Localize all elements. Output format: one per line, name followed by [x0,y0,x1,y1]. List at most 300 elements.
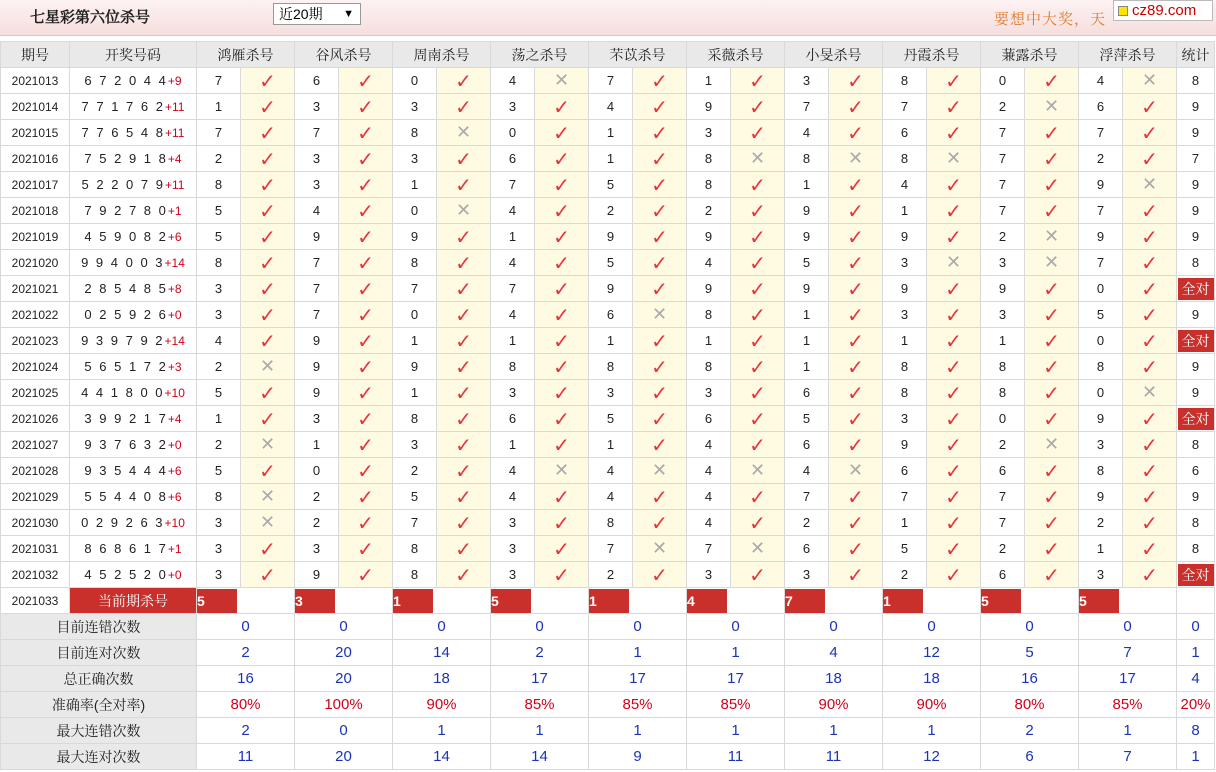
result-cell [731,406,785,432]
issue-cell: 2021032 [1,562,70,588]
pick-number: 9 [1079,484,1123,510]
result-cell [1123,68,1177,94]
pick-number: 9 [1079,172,1123,198]
summary-value: 18 [785,666,883,692]
result-cell [633,224,687,250]
current-pick-cell [687,588,785,614]
pick-number: 1 [393,380,437,406]
check-icon: ✓ [749,380,766,405]
check-icon: ✓ [651,562,668,587]
result-cell [339,146,393,172]
pick-number: 1 [687,328,731,354]
pick-number: 7 [981,146,1025,172]
result-cell [535,354,589,380]
kill-number-table [0,41,1215,770]
summary-value: 0 [197,614,295,640]
pick-number: 7 [393,276,437,302]
summary-value: 0 [687,614,785,640]
table-row [1,224,1215,250]
check-icon: ✓ [1043,120,1060,145]
current-row [1,588,1215,614]
result-cell [437,146,491,172]
check-icon: ✓ [455,146,472,171]
draw-numbers: 9 9 4 0 0 3 [81,255,165,270]
header-expert: 浮萍杀号 [1079,42,1177,68]
table-row [1,146,1215,172]
check-icon: ✓ [945,68,962,93]
pick-number: 3 [197,536,241,562]
result-cell [437,250,491,276]
pick-number: 0 [295,458,339,484]
cross-icon: ✕ [1043,433,1060,455]
check-icon: ✓ [847,224,864,249]
issue-cell: 2021026 [1,406,70,432]
issue-cell: 2021018 [1,198,70,224]
result-cell [339,172,393,198]
current-pick-number: 7 [785,589,825,613]
cross-icon: ✕ [553,459,570,481]
result-cell [437,536,491,562]
draw-numbers: 7 7 1 7 6 2 [81,99,165,114]
pick-number: 6 [491,146,535,172]
pick-number: 3 [981,302,1025,328]
check-icon: ✓ [357,432,374,457]
pick-number: 7 [687,536,731,562]
pick-number: 2 [687,198,731,224]
check-icon: ✓ [749,328,766,353]
check-icon: ✓ [1043,172,1060,197]
check-icon: ✓ [651,484,668,509]
draw-sum: +1 [167,542,182,556]
summary-value: 85% [1079,692,1177,718]
check-icon: ✓ [357,458,374,483]
pick-number: 8 [687,354,731,380]
pick-number: 7 [981,120,1025,146]
issue-cell: 2021016 [1,146,70,172]
period-select[interactable] [273,3,361,25]
pick-number: 2 [883,562,927,588]
summary-row [1,744,1215,770]
result-cell [927,120,981,146]
check-icon: ✓ [1043,276,1060,301]
pick-number: 8 [687,172,731,198]
check-icon: ✓ [1043,146,1060,171]
stat-value: 8 [1191,255,1200,270]
pick-number: 7 [491,276,535,302]
cross-icon: ✕ [749,147,766,169]
stat-cell [1177,432,1215,458]
pick-number: 0 [1079,328,1123,354]
check-icon: ✓ [1043,380,1060,405]
pick-number: 1 [491,432,535,458]
result-cell [1123,250,1177,276]
current-kill-label: 当前期杀号 [70,588,197,614]
draw-cell [70,432,197,458]
check-icon: ✓ [1141,406,1158,431]
check-icon: ✓ [847,198,864,223]
pick-number: 4 [589,458,633,484]
draw-sum: +1 [167,204,182,218]
draw-cell [70,328,197,354]
check-icon: ✓ [357,328,374,353]
check-icon: ✓ [259,250,276,275]
draw-numbers: 0 2 9 2 6 3 [81,515,165,530]
summary-value: 0 [785,614,883,640]
check-icon: ✓ [651,510,668,535]
result-cell [437,406,491,432]
check-icon: ✓ [357,406,374,431]
cross-icon: ✕ [651,537,668,559]
check-icon: ✓ [651,276,668,301]
result-cell [437,172,491,198]
result-cell [829,510,883,536]
pick-number: 3 [295,146,339,172]
draw-numbers: 2 8 5 4 8 5 [84,281,168,296]
summary-row [1,666,1215,692]
cross-icon: ✕ [1141,381,1158,403]
pick-number: 8 [981,354,1025,380]
cross-icon: ✕ [945,251,962,273]
result-cell [633,484,687,510]
check-icon: ✓ [749,432,766,457]
check-icon: ✓ [259,302,276,327]
result-cell [731,484,785,510]
stat-cell [1177,250,1215,276]
current-pick-number: 3 [295,589,335,613]
pick-number: 4 [491,68,535,94]
result-cell [437,94,491,120]
header-expert: 丹霞杀号 [883,42,981,68]
summary-value: 1 [393,718,491,744]
check-icon: ✓ [455,224,472,249]
issue-cell: 2021021 [1,276,70,302]
pick-number: 3 [491,94,535,120]
result-cell [339,484,393,510]
current-pick-cell [589,588,687,614]
result-cell [927,380,981,406]
check-icon: ✓ [259,120,276,145]
current-pick-cell [295,588,393,614]
check-icon: ✓ [1141,276,1158,301]
pick-number: 1 [785,354,829,380]
result-cell [241,328,295,354]
result-cell [927,198,981,224]
site-badge[interactable] [1113,0,1213,21]
issue-cell: 2021030 [1,510,70,536]
draw-numbers: 6 7 2 0 4 4 [84,73,168,88]
pick-number: 8 [883,68,927,94]
result-cell [1025,432,1079,458]
result-cell [339,354,393,380]
result-cell [535,536,589,562]
check-icon: ✓ [651,328,668,353]
check-icon: ✓ [651,250,668,275]
cross-icon: ✕ [847,459,864,481]
pick-number: 3 [687,120,731,146]
summary-stat: 4 [1177,666,1215,692]
current-pick-number: 5 [1079,589,1119,613]
result-cell [829,120,883,146]
check-icon: ✓ [357,302,374,327]
result-cell [633,458,687,484]
stat-cell [1177,380,1215,406]
result-cell [731,68,785,94]
summary-value: 14 [491,744,589,770]
result-cell [437,328,491,354]
check-icon: ✓ [847,94,864,119]
pick-number: 3 [295,94,339,120]
pick-number: 8 [883,146,927,172]
result-cell [731,146,785,172]
summary-value: 2 [491,640,589,666]
result-cell [829,302,883,328]
table-row [1,354,1215,380]
result-cell [829,198,883,224]
result-cell [633,250,687,276]
pick-number: 7 [1079,120,1123,146]
result-cell [437,68,491,94]
pick-number: 4 [1079,68,1123,94]
draw-numbers: 5 5 4 4 0 8 [84,489,168,504]
result-cell [437,562,491,588]
pick-number: 6 [981,458,1025,484]
page-title: 七星彩第六位杀号 [30,9,151,26]
result-cell [829,250,883,276]
check-icon: ✓ [651,146,668,171]
result-cell [1025,458,1079,484]
pick-number: 1 [589,328,633,354]
pick-number: 3 [491,536,535,562]
draw-numbers: 5 2 2 0 7 9 [81,177,165,192]
stat-value: 8 [1191,73,1200,88]
pick-number: 2 [589,198,633,224]
pick-number: 6 [295,68,339,94]
result-cell [535,406,589,432]
pick-number: 4 [785,458,829,484]
result-cell [829,406,883,432]
result-cell [829,536,883,562]
pick-number: 0 [981,68,1025,94]
summary-value: 0 [1079,614,1177,640]
check-icon: ✓ [553,484,570,509]
issue-cell: 2021014 [1,94,70,120]
draw-numbers: 0 2 5 9 2 6 [84,307,168,322]
check-icon: ✓ [357,380,374,405]
pick-number: 5 [197,380,241,406]
pick-number: 7 [491,172,535,198]
pick-number: 5 [197,198,241,224]
draw-numbers: 4 4 1 8 0 0 [81,385,165,400]
check-icon: ✓ [1043,562,1060,587]
pick-number: 7 [981,510,1025,536]
result-cell [339,536,393,562]
check-icon: ✓ [357,198,374,223]
table-row [1,510,1215,536]
pick-number: 7 [589,536,633,562]
draw-cell [70,536,197,562]
pick-number: 3 [785,562,829,588]
pick-number: 7 [295,120,339,146]
check-icon: ✓ [455,250,472,275]
check-icon: ✓ [357,94,374,119]
pick-number: 8 [589,354,633,380]
check-icon: ✓ [1043,198,1060,223]
result-cell [1123,198,1177,224]
cross-icon: ✕ [455,199,472,221]
check-icon: ✓ [259,406,276,431]
result-cell [535,484,589,510]
result-cell [731,536,785,562]
pick-number: 1 [393,328,437,354]
check-icon: ✓ [553,120,570,145]
result-cell [829,224,883,250]
pick-number: 1 [1079,536,1123,562]
pick-number: 2 [197,432,241,458]
result-cell [535,172,589,198]
result-cell [437,276,491,302]
summary-label: 准确率(全对率) [1,692,197,718]
check-icon: ✓ [259,562,276,587]
pick-number: 4 [197,328,241,354]
cross-icon: ✕ [1043,225,1060,247]
summary-value: 16 [197,666,295,692]
result-cell [927,224,981,250]
stat-cell [1177,536,1215,562]
table-row [1,406,1215,432]
current-pick-cell [491,588,589,614]
pick-number: 0 [981,406,1025,432]
check-icon: ✓ [749,354,766,379]
check-icon: ✓ [749,510,766,535]
check-icon: ✓ [749,250,766,275]
result-cell [535,94,589,120]
pick-number: 9 [785,224,829,250]
check-icon: ✓ [1141,198,1158,223]
result-cell [535,276,589,302]
header-expert: 芣苡杀号 [589,42,687,68]
header-draw: 开奖号码 [70,42,197,68]
draw-numbers: 7 5 2 9 1 8 [84,151,168,166]
current-pick-cell [785,588,883,614]
draw-cell [70,120,197,146]
result-cell [731,198,785,224]
result-cell [927,94,981,120]
check-icon: ✓ [1141,224,1158,249]
stat-value: 8 [1191,515,1200,530]
table-row [1,250,1215,276]
result-cell [241,68,295,94]
result-cell [437,354,491,380]
summary-value: 7 [1079,640,1177,666]
result-cell [633,432,687,458]
pick-number: 1 [785,302,829,328]
pick-number: 4 [589,484,633,510]
stat-cell [1177,302,1215,328]
cross-icon: ✕ [1043,251,1060,273]
check-icon: ✓ [1141,302,1158,327]
check-icon: ✓ [259,380,276,405]
check-icon: ✓ [455,536,472,561]
check-icon: ✓ [945,94,962,119]
result-cell [731,510,785,536]
pick-number: 3 [295,406,339,432]
result-cell [339,250,393,276]
result-cell [927,276,981,302]
summary-value: 17 [1079,666,1177,692]
check-icon: ✓ [945,562,962,587]
stat-cell [1177,510,1215,536]
pick-number: 6 [883,458,927,484]
check-icon: ✓ [749,562,766,587]
result-cell [927,146,981,172]
draw-sum: +6 [167,490,182,504]
table-row [1,458,1215,484]
result-cell [927,562,981,588]
current-pick-number: 5 [981,589,1021,613]
pick-number: 7 [197,120,241,146]
check-icon: ✓ [455,302,472,327]
stat-cell [1177,94,1215,120]
check-icon: ✓ [553,406,570,431]
check-icon: ✓ [357,510,374,535]
site-badge-text: cz89.com [1132,2,1197,19]
result-cell [633,68,687,94]
result-cell [1123,328,1177,354]
chevron-down-icon: ▼ [343,8,354,20]
stat-value: 8 [1191,437,1200,452]
summary-value: 85% [491,692,589,718]
result-cell [633,120,687,146]
summary-value: 20 [295,640,393,666]
pick-number: 4 [883,172,927,198]
summary-value: 7 [1079,744,1177,770]
pick-number: 4 [491,458,535,484]
table-row [1,198,1215,224]
pick-number: 7 [785,484,829,510]
pick-number: 0 [491,120,535,146]
result-cell [241,250,295,276]
result-cell [927,354,981,380]
draw-cell [70,406,197,432]
pick-number: 3 [1079,432,1123,458]
result-cell [633,562,687,588]
stat-cell [1177,458,1215,484]
table-row [1,328,1215,354]
result-cell [1025,250,1079,276]
check-icon: ✓ [455,354,472,379]
cross-icon: ✕ [259,511,276,533]
result-cell [1025,510,1079,536]
result-cell [535,68,589,94]
result-cell [829,146,883,172]
draw-cell [70,302,197,328]
stat-cell [1177,172,1215,198]
pick-number: 6 [883,120,927,146]
check-icon: ✓ [945,120,962,145]
pick-number: 9 [883,276,927,302]
pick-number: 4 [687,250,731,276]
draw-sum: +4 [167,152,182,166]
pick-number: 3 [883,250,927,276]
check-icon: ✓ [455,94,472,119]
result-cell [339,94,393,120]
result-cell [1025,302,1079,328]
check-icon: ✓ [749,484,766,509]
pick-number: 2 [393,458,437,484]
summary-value: 11 [197,744,295,770]
current-pick-number: 1 [589,589,629,613]
pick-number: 7 [295,276,339,302]
